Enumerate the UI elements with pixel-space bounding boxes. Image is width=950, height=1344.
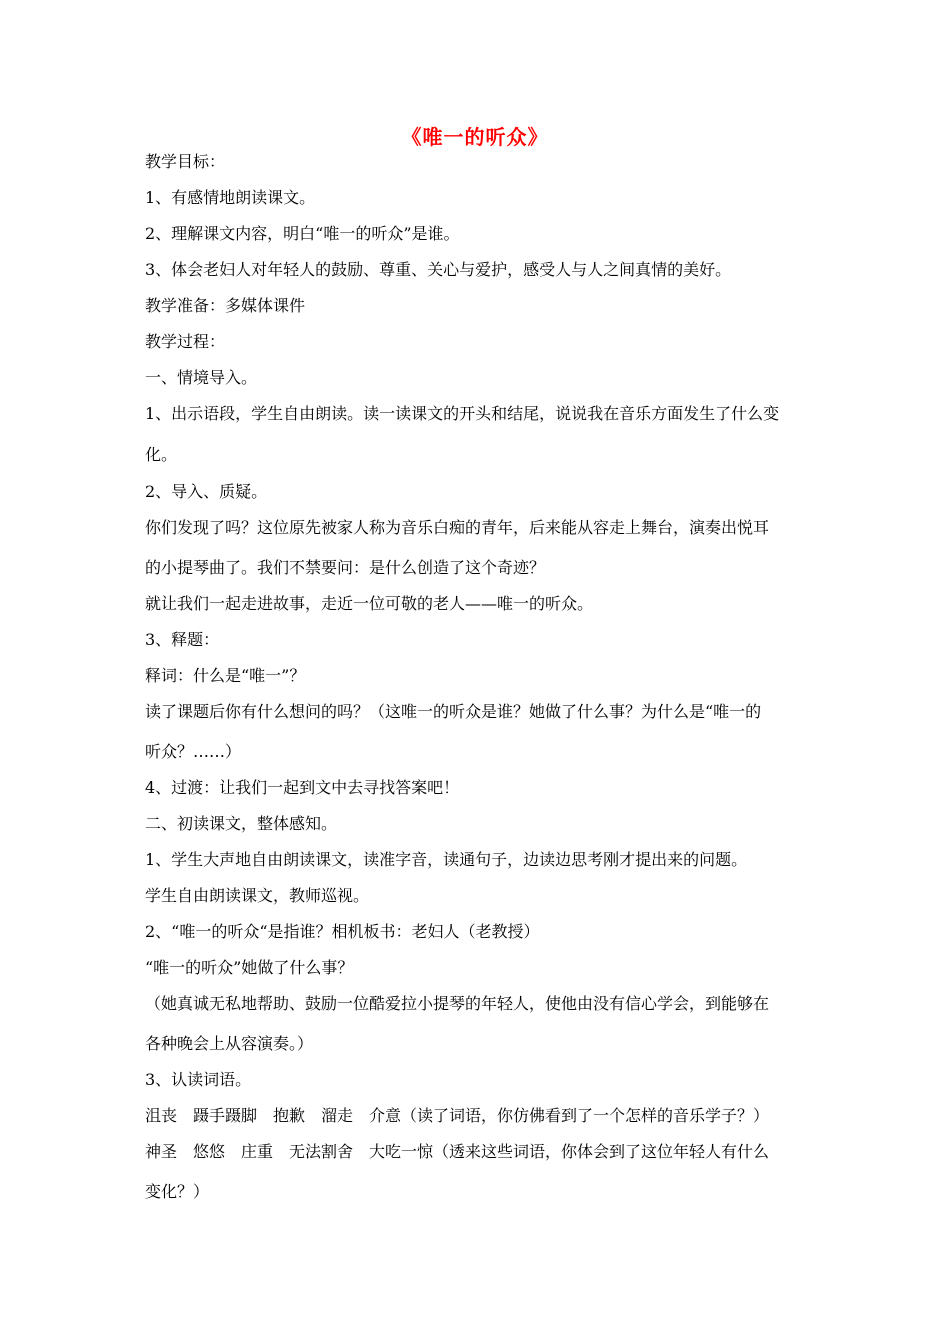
text-line: 教学准备：多媒体课件 [145, 296, 306, 315]
text-line: 教学目标： [145, 152, 226, 171]
text-line: 2、理解课文内容，明白“唯一的听众”是谁。 [145, 224, 460, 243]
text-line: 各种晚会上从容演奏。） [145, 1034, 314, 1053]
text-line: 3、体会老妇人对年轻人的鼓励、尊重、关心与爱护，感受人与人之间真情的美好。 [145, 260, 732, 279]
text-line: 变化？） [145, 1182, 210, 1201]
document-title: 《唯一的听众》 [401, 125, 549, 149]
text-line: 沮丧 蹑手蹑脚 抱歉 溜走 介意（读了词语，你仿佛看到了一个怎样的音乐学子？） [145, 1106, 770, 1125]
text-line: （她真诚无私地帮助、鼓励一位酷爱拉小提琴的年轻人，使他由没有信心学会，到能够在 [145, 994, 770, 1013]
text-line: 释词：什么是“唯一”？ [145, 666, 306, 685]
text-line: 听众？……） [145, 742, 242, 761]
text-line: 4、过渡：让我们一起到文中去寻找答案吧！ [145, 778, 460, 797]
text-line: 1、学生大声地自由朗读课文，读准字音，读通句子，边读边思考刚才提出来的问题。 [145, 850, 748, 869]
text-line: 3、认读词语。 [145, 1070, 252, 1089]
text-line: 2、导入、质疑。 [145, 482, 268, 501]
text-line: 神圣 悠悠 庄重 无法割舍 大吃一惊（透来这些词语，你体会到了这位年轻人有什么 [145, 1142, 770, 1161]
text-line: 的小提琴曲了。我们不禁要问：是什么创造了这个奇迹？ [145, 558, 546, 577]
text-line: 教学过程： [145, 332, 226, 351]
text-line: 化。 [145, 445, 178, 464]
text-line: 2、“唯一的听众“是指谁？相机板书：老妇人（老教授） [145, 922, 540, 941]
text-line: 1、有感情地朗读课文。 [145, 188, 316, 207]
text-line: 1、出示语段，学生自由朗读。读一读课文的开头和结尾，说说我在音乐方面发生了什么变 [145, 404, 780, 423]
text-line: 学生自由朗读课文，教师巡视。 [145, 886, 370, 905]
text-line: 你们发现了吗？这位原先被家人称为音乐白痴的青年，后来能从容走上舞台，演奏出悦耳 [145, 518, 770, 537]
text-line: 就让我们一起走进故事，走近一位可敬的老人——唯一的听众。 [145, 594, 594, 613]
text-line: 一、情境导入。 [145, 368, 258, 387]
text-line: 3、释题： [145, 630, 220, 649]
text-line: “唯一的听众”她做了什么事？ [145, 958, 354, 977]
text-line: 二、初读课文，整体感知。 [145, 814, 338, 833]
text-line: 读了课题后你有什么想问的吗？（这唯一的听众是谁？她做了什么事？为什么是“唯一的 [145, 702, 762, 721]
